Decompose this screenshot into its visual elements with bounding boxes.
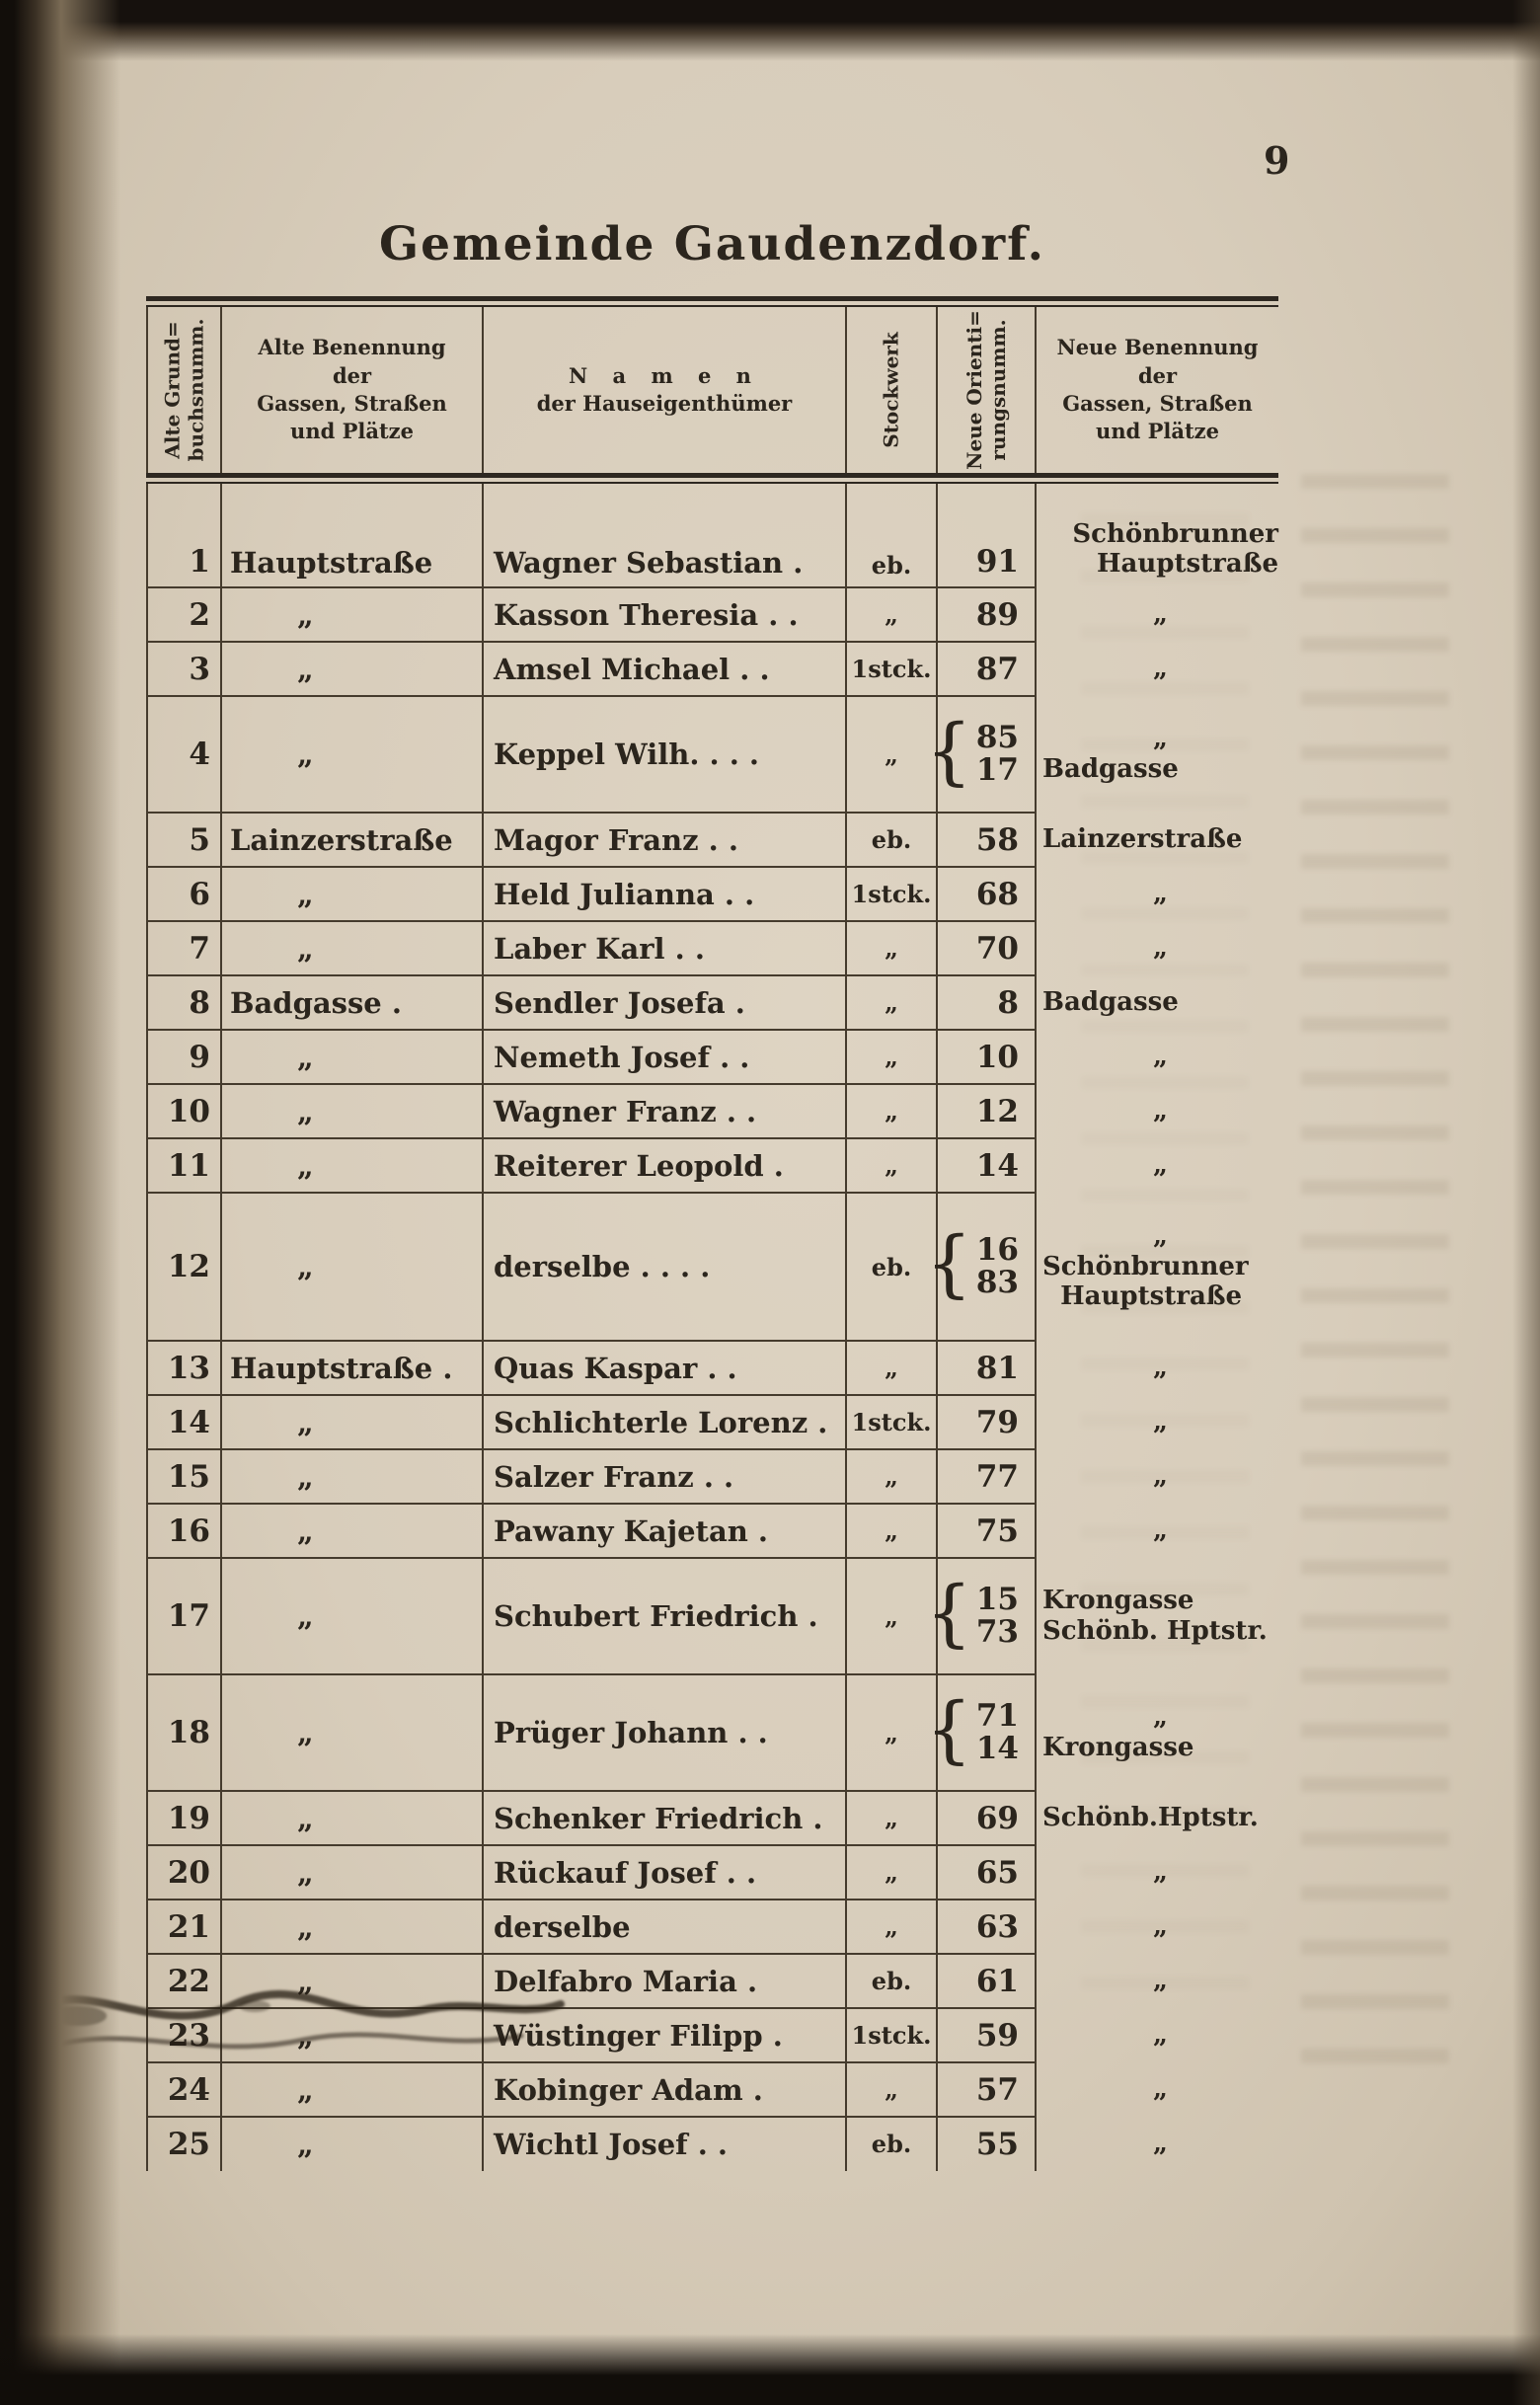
- cell-floor: eb.: [847, 813, 938, 867]
- cell-new-street-name: „ Krongasse: [1042, 1702, 1194, 1762]
- table-row: [146, 1791, 1278, 1845]
- cell-owner-name: Prüger Johann . .: [484, 1674, 847, 1791]
- cell-floor: „: [847, 1138, 938, 1193]
- table-row: [146, 2117, 1278, 2171]
- cell-old-street-name: „: [222, 1030, 484, 1084]
- cell-floor: „: [847, 1558, 938, 1674]
- table-row: [146, 1449, 1278, 1504]
- cell-new-street-name: „: [1153, 879, 1168, 909]
- cell-old-ledger-number: 14: [146, 1395, 222, 1449]
- cell-owner-name: derselbe . . . .: [484, 1193, 847, 1341]
- cell-owner-name: Laber Karl . .: [484, 921, 847, 975]
- cell-floor: „: [847, 2062, 938, 2117]
- cell-owner-name: Schenker Friedrich .: [484, 1791, 847, 1845]
- cell-floor: „: [847, 1791, 938, 1845]
- cell-old-street-name: „: [222, 1193, 484, 1341]
- table-row: [146, 1341, 1278, 1395]
- cell-owner-name: Held Julianna . .: [484, 867, 847, 921]
- cell-floor: „: [847, 587, 938, 642]
- cell-floor: „: [847, 1030, 938, 1084]
- cell-new-street-name: „ Badgasse: [1042, 724, 1179, 784]
- table-header-bottom-rule: [146, 473, 1278, 484]
- cell-old-ledger-number: 9: [146, 1030, 222, 1084]
- book-edge-top: [0, 0, 1540, 61]
- cell-owner-name: Kobinger Adam .: [484, 2062, 847, 2117]
- table-row: [146, 975, 1278, 1030]
- cell-new-street-name: „: [1153, 1096, 1168, 1126]
- cell-old-ledger-number: 12: [146, 1193, 222, 1341]
- book-edge-left: [0, 0, 123, 2405]
- cell-old-street-name: Hauptstraße: [222, 484, 484, 587]
- table-row: [146, 1558, 1278, 1674]
- header-old-number: [146, 307, 222, 473]
- cell-floor: eb.: [847, 1193, 938, 1341]
- cell-old-ledger-number: 21: [146, 1900, 222, 1954]
- table-row: [146, 921, 1278, 975]
- header-floor-label: Stockwerk: [880, 332, 903, 448]
- cell-old-street-name: „: [222, 1558, 484, 1674]
- cell-old-street-name: „: [222, 1674, 484, 1791]
- cell-new-orientation-number: 68: [938, 867, 1037, 921]
- table-row: [146, 813, 1278, 867]
- cell-old-street-name: „: [222, 2062, 484, 2117]
- cell-new-orientation-number: 58: [938, 813, 1037, 867]
- cell-new-street-name: „: [1153, 2020, 1168, 2051]
- cell-new-street-name: „: [1153, 1911, 1168, 1942]
- table-row: [146, 1193, 1278, 1341]
- table-top-rule: [146, 296, 1278, 307]
- cell-owner-name: Salzer Franz . .: [484, 1449, 847, 1504]
- page-edge-right: [1512, 0, 1540, 2405]
- cell-old-ledger-number: 3: [146, 642, 222, 696]
- cell-new-street-name: „: [1153, 1407, 1168, 1437]
- cell-old-street-name: „: [222, 1954, 484, 2008]
- cell-old-street-name: „: [222, 1504, 484, 1558]
- register-table: [146, 296, 1278, 2171]
- cell-floor: „: [847, 1504, 938, 1558]
- cell-new-orientation-number: 91: [938, 484, 1037, 587]
- cell-old-street-name: „: [222, 1449, 484, 1504]
- brace-glyph: {: [925, 1220, 972, 1306]
- cell-new-street-name: „: [1153, 1461, 1168, 1492]
- cell-new-street-name: „: [1153, 1515, 1168, 1546]
- table-row: [146, 696, 1278, 813]
- cell-new-orientation-number: 89: [938, 587, 1037, 642]
- cell-owner-name: Amsel Michael . .: [484, 642, 847, 696]
- cell-new-street-name: „: [1153, 1966, 1168, 1996]
- table-body: [146, 484, 1278, 2171]
- cell-old-street-name: „: [222, 1845, 484, 1900]
- table-row: [146, 587, 1278, 642]
- cell-new-orientation-number: 14: [938, 1138, 1037, 1193]
- cell-new-street-name: Krongasse Schönb. Hptstr.: [1042, 1586, 1268, 1646]
- cell-owner-name: Rückauf Josef . .: [484, 1845, 847, 1900]
- cell-new-street-name: „: [1153, 933, 1168, 964]
- cell-new-orientation-number: 69: [938, 1791, 1037, 1845]
- cell-old-street-name: „: [222, 1084, 484, 1138]
- cell-owner-name: Wagner Sebastian .: [484, 484, 847, 587]
- cell-old-ledger-number: 23: [146, 2008, 222, 2062]
- cell-floor: 1stck.: [847, 642, 938, 696]
- cell-new-orientation-number: 87: [938, 642, 1037, 696]
- bleedthrough-text: [1301, 474, 1449, 2073]
- cell-old-street-name: Hauptstraße .: [222, 1341, 484, 1395]
- cell-floor: 1stck.: [847, 867, 938, 921]
- cell-old-ledger-number: 11: [146, 1138, 222, 1193]
- cell-owner-name: Delfabro Maria .: [484, 1954, 847, 2008]
- cell-old-ledger-number: 19: [146, 1791, 222, 1845]
- cell-new-street-name: „ Schönbrunner Hauptstraße: [1042, 1220, 1249, 1312]
- table-row: [146, 642, 1278, 696]
- cell-new-orientation-number: 12: [938, 1084, 1037, 1138]
- table-row: [146, 1674, 1278, 1791]
- cell-new-orientation-number: 63: [938, 1900, 1037, 1954]
- cell-new-orientation-number: { 16 83: [938, 1193, 1037, 1341]
- cell-new-street-name: Badgasse: [1042, 987, 1179, 1018]
- cell-new-orientation-number: 77: [938, 1449, 1037, 1504]
- cell-new-orientation-number: 79: [938, 1395, 1037, 1449]
- cell-new-street-name: „: [1153, 2129, 1168, 2159]
- cell-new-orientation-number: 81: [938, 1341, 1037, 1395]
- cell-old-ledger-number: 4: [146, 696, 222, 813]
- cell-owner-name: Schlichterle Lorenz .: [484, 1395, 847, 1449]
- table-row: [146, 1138, 1278, 1193]
- cell-owner-name: Schubert Friedrich .: [484, 1558, 847, 1674]
- cell-owner-name: Wichtl Josef . .: [484, 2117, 847, 2171]
- cell-new-orientation-number: 65: [938, 1845, 1037, 1900]
- cell-owner-name: Reiterer Leopold .: [484, 1138, 847, 1193]
- cell-new-street-name: Schönb.Hptstr.: [1042, 1803, 1259, 1833]
- page-title: Gemeinde Gaudenzdorf.: [378, 217, 1046, 272]
- cell-floor: eb.: [847, 484, 938, 587]
- cell-floor: „: [847, 921, 938, 975]
- table-row: [146, 1954, 1278, 2008]
- cell-owner-name: Quas Kaspar . .: [484, 1341, 847, 1395]
- cell-floor: eb.: [847, 1954, 938, 2008]
- cell-floor: „: [847, 1084, 938, 1138]
- cell-new-orientation-number: 75: [938, 1504, 1037, 1558]
- cell-old-ledger-number: 15: [146, 1449, 222, 1504]
- table-header-row: [146, 307, 1278, 473]
- cell-owner-name: Sendler Josefa .: [484, 975, 847, 1030]
- cell-old-ledger-number: 2: [146, 587, 222, 642]
- cell-old-ledger-number: 16: [146, 1504, 222, 1558]
- header-floor: [847, 307, 938, 473]
- cell-new-orientation-number: 70: [938, 921, 1037, 975]
- table-row: [146, 2008, 1278, 2062]
- cell-new-orientation-number: 57: [938, 2062, 1037, 2117]
- brace-glyph: {: [925, 708, 972, 794]
- cell-old-ledger-number: 10: [146, 1084, 222, 1138]
- cell-new-orientation-number: { 71 14: [938, 1674, 1037, 1791]
- cell-new-orientation-number: 55: [938, 2117, 1037, 2171]
- cell-new-street-name: „: [1153, 1150, 1168, 1181]
- cell-new-street-name: Lainzerstraße: [1042, 824, 1243, 855]
- brace-glyph: {: [925, 1570, 972, 1656]
- cell-owner-name: Pawany Kajetan .: [484, 1504, 847, 1558]
- cell-old-ledger-number: 18: [146, 1674, 222, 1791]
- header-old-street: [222, 307, 484, 473]
- table-row: [146, 1845, 1278, 1900]
- cell-new-street-name: „: [1153, 1353, 1168, 1383]
- cell-old-street-name: Badgasse .: [222, 975, 484, 1030]
- cell-old-ledger-number: 8: [146, 975, 222, 1030]
- cell-old-ledger-number: 13: [146, 1341, 222, 1395]
- cell-old-ledger-number: 20: [146, 1845, 222, 1900]
- cell-old-street-name: „: [222, 2008, 484, 2062]
- cell-floor: 1stck.: [847, 2008, 938, 2062]
- header-old-street-label: Alte Benennung der Gassen, Straßen und Plätze: [257, 335, 447, 444]
- table-row: [146, 1030, 1278, 1084]
- cell-floor: „: [847, 1674, 938, 1791]
- cell-new-street-name: „: [1153, 2074, 1168, 2105]
- table-row: [146, 1084, 1278, 1138]
- cell-floor: eb.: [847, 2117, 938, 2171]
- cell-new-orientation-number: 59: [938, 2008, 1037, 2062]
- header-old-number-label: Alte Grund= buchsnumm.: [160, 318, 208, 462]
- header-new-number-label: Neue Orienti= rungsnumm.: [962, 310, 1010, 470]
- cell-new-orientation-number: 8: [938, 975, 1037, 1030]
- cell-old-ledger-number: 24: [146, 2062, 222, 2117]
- cell-old-street-name: „: [222, 642, 484, 696]
- cell-owner-name: Keppel Wilh. . . .: [484, 696, 847, 813]
- cell-owner-name: derselbe: [484, 1900, 847, 1954]
- header-new-street-label: Neue Benennung der Gassen, Straßen und Plätze: [1056, 335, 1259, 444]
- cell-old-street-name: „: [222, 921, 484, 975]
- cell-old-ledger-number: 1: [146, 484, 222, 587]
- cell-new-orientation-number: { 15 73: [938, 1558, 1037, 1674]
- table-row: [146, 1504, 1278, 1558]
- table-row: [146, 1395, 1278, 1449]
- cell-floor: „: [847, 1900, 938, 1954]
- table-row: [146, 1900, 1278, 1954]
- cell-old-ledger-number: 17: [146, 1558, 222, 1674]
- cell-floor: „: [847, 975, 938, 1030]
- cell-floor: „: [847, 1341, 938, 1395]
- cell-old-ledger-number: 5: [146, 813, 222, 867]
- cell-new-street-name: „: [1153, 654, 1168, 684]
- table-row: [146, 484, 1278, 587]
- cell-old-ledger-number: 6: [146, 867, 222, 921]
- cell-new-street-name: „: [1153, 599, 1168, 630]
- cell-new-orientation-number: { 85 17: [938, 696, 1037, 813]
- cell-floor: 1stck.: [847, 1395, 938, 1449]
- cell-old-street-name: „: [222, 2117, 484, 2171]
- cell-owner-name: Nemeth Josef . .: [484, 1030, 847, 1084]
- table-row: [146, 2062, 1278, 2117]
- cell-new-orientation-number: 10: [938, 1030, 1037, 1084]
- cell-old-street-name: „: [222, 1395, 484, 1449]
- cell-old-street-name: „: [222, 696, 484, 813]
- cell-new-street-name: Schönbrunner Hauptstraße: [1072, 518, 1278, 580]
- cell-old-street-name: Lainzerstraße: [222, 813, 484, 867]
- header-new-number: [938, 307, 1037, 473]
- header-owner-name: [484, 307, 847, 473]
- cell-new-street-name: „: [1153, 1042, 1168, 1072]
- page-number: 9: [1264, 138, 1290, 183]
- cell-new-orientation-number: 61: [938, 1954, 1037, 2008]
- cell-old-street-name: „: [222, 1138, 484, 1193]
- cell-new-street-name: „: [1153, 1857, 1168, 1888]
- cell-owner-name: Kasson Theresia . .: [484, 587, 847, 642]
- cell-old-street-name: „: [222, 867, 484, 921]
- cell-owner-name: Wagner Franz . .: [484, 1084, 847, 1138]
- cell-owner-name: Wüstinger Filipp .: [484, 2008, 847, 2062]
- header-new-street: [1037, 307, 1278, 473]
- cell-old-ledger-number: 22: [146, 1954, 222, 2008]
- cell-owner-name: Magor Franz . .: [484, 813, 847, 867]
- cell-old-ledger-number: 25: [146, 2117, 222, 2171]
- cell-floor: „: [847, 696, 938, 813]
- book-edge-bottom: [0, 2334, 1540, 2405]
- cell-floor: „: [847, 1449, 938, 1504]
- brace-glyph: {: [925, 1686, 972, 1772]
- cell-floor: „: [847, 1845, 938, 1900]
- cell-old-street-name: „: [222, 1791, 484, 1845]
- cell-old-ledger-number: 7: [146, 921, 222, 975]
- table-row: [146, 867, 1278, 921]
- header-owner-name-label: N a m e n der Hauseigenthümer: [536, 362, 793, 416]
- cell-old-street-name: „: [222, 1900, 484, 1954]
- cell-old-street-name: „: [222, 587, 484, 642]
